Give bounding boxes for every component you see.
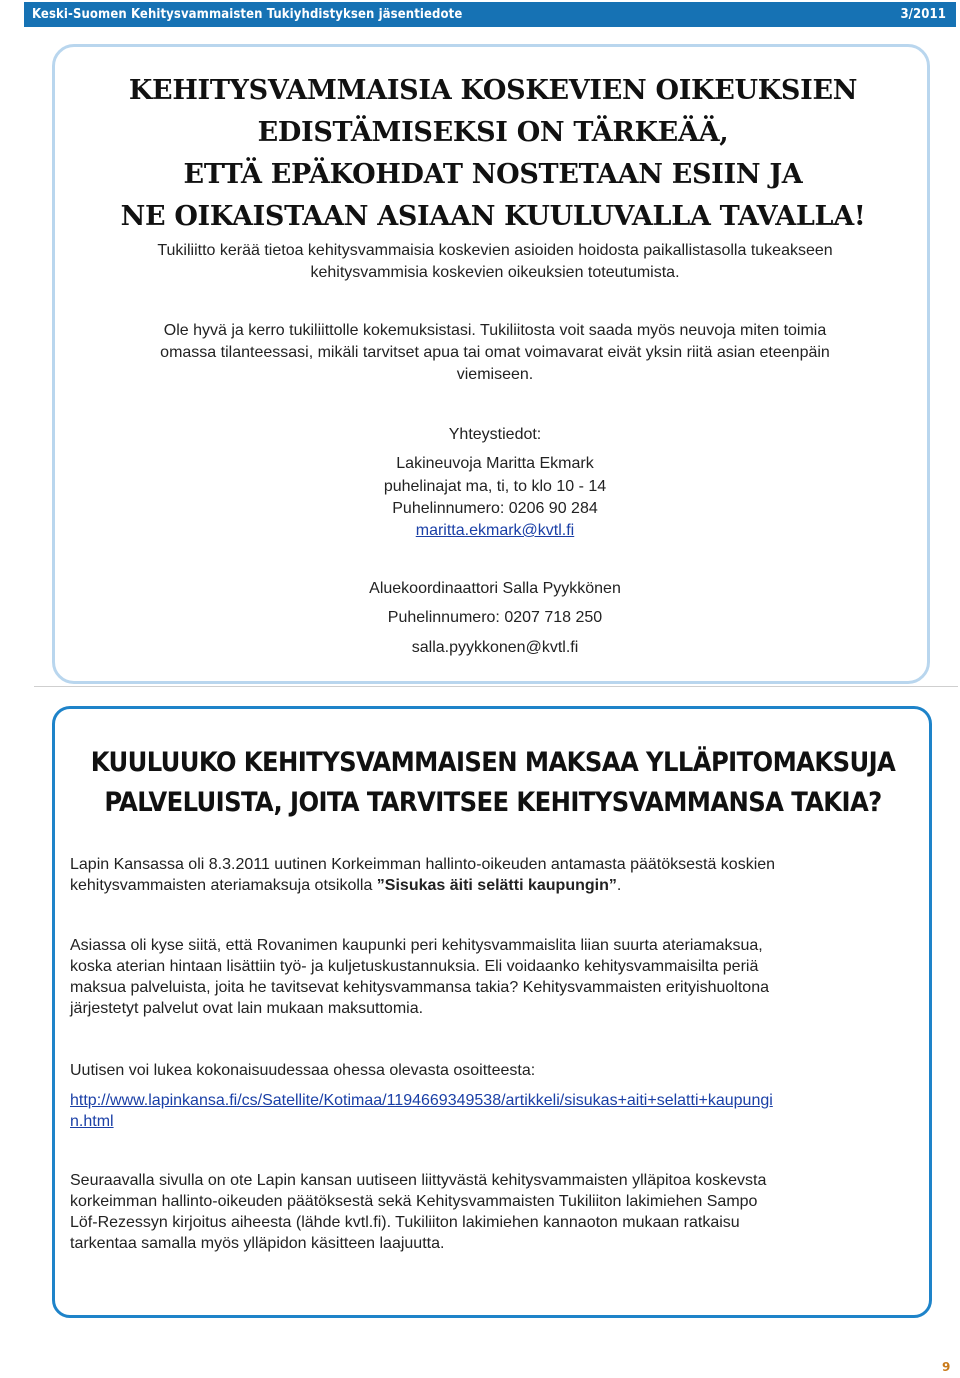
article1-intro <box>70 240 920 284</box>
article-url-link[interactable]: http://www.lapinkansa.fi/cs/Satellite/Kotimaa/1194669349538/artikkeli/sisukas+aiti+selatti+kaupungi <box>70 1092 773 1109</box>
contacts-heading: Yhteystiedot: <box>448 426 542 443</box>
issue-number: 3/2011 <box>900 7 946 22</box>
intro-line: kehitysvammisia koskevien oikeuksien toteutumista. <box>310 264 680 281</box>
headline-line: KEHITYSVAMMAISIA KOSKEVIEN OIKEUKSIEN <box>128 75 858 106</box>
headline-line: ETTÄ EPÄKOHDAT NOSTETAAN ESIIN JA <box>183 159 803 190</box>
page-number: 9 <box>942 1360 951 1374</box>
article2-paragraph-2 <box>70 935 920 1019</box>
paragraph-text: kehitysvammaisten ateriamaksuja otsikolla <box>70 877 377 894</box>
paragraph-line: korkeimman hallinto-oikeuden päätöksestä sekä Kehitysvammaisten Tukiliiton lakimiehen Sampo <box>70 1193 758 1210</box>
article2-paragraph-4 <box>70 1170 920 1254</box>
newsletter-title: Keski-Suomen Kehitysvammaisten Tukiyhdistyksen jäsentiedote <box>32 7 463 22</box>
article2-paragraph-3: Uutisen voi lukea kokonaisuudessaa ohessa olevasta osoitteesta: <box>70 1062 536 1079</box>
contact1-phone: Puhelinnumero: 0206 90 284 <box>392 500 598 517</box>
paragraph-line: Asiassa oli kyse siitä, että Rovanimen kaupunki peri kehitysvammaislita liian suurta ateriamaksua, <box>70 937 763 954</box>
article1-body <box>70 320 920 386</box>
body-line: Ole hyvä ja kerro tukiliittolle kokemuksistasi. Tukiliitosta voit saada myös neuvoja miten toimia <box>163 322 827 339</box>
contact1-name: Lakineuvoja Maritta Ekmark <box>396 455 594 472</box>
paragraph-line: koska aterian hintaan lisättiin työ- ja kuljetuskustannuksia. Eli voidaanko kehitysvammaisilta periä <box>70 958 759 975</box>
quoted-headline: ”Sisukas äiti selätti kaupungin” <box>376 877 617 894</box>
article-url <box>70 1090 920 1132</box>
article2-headline <box>70 743 916 823</box>
article-url-link-continued[interactable]: n.html <box>70 1113 114 1130</box>
paragraph-line: Löf-Rezessyn kirjoitus aiheesta (lähde kvtl.fi). Tukiliiton lakimiehen kannaoton mukaan ratkaisu <box>70 1214 740 1231</box>
contact2-name: Aluekoordinaattori Salla Pyykkönen <box>369 580 621 597</box>
article2-paragraph-1 <box>70 854 920 896</box>
contact1-hours: puhelinajat ma, ti, to klo 10 - 14 <box>383 478 607 495</box>
contact2-email: salla.pyykkonen@kvtl.fi <box>411 639 579 656</box>
paragraph-line <box>70 875 920 896</box>
contact1-email-row <box>70 522 920 540</box>
section-divider <box>34 686 958 687</box>
headline-line: EDISTÄMISEKSI ON TÄRKEÄÄ, <box>257 117 729 148</box>
headline-line: NE OIKAISTAAN ASIAAN KUULUVALLA TAVALLA! <box>120 201 866 232</box>
paragraph-line: Lapin Kansassa oli 8.3.2011 uutinen Korkeimman hallinto-oikeuden antamasta päätöksestä koskien <box>70 856 776 873</box>
newsletter-header-bar <box>24 2 956 27</box>
paragraph-line: tarkentaa samalla myös ylläpidon käsitteen laajuutta. <box>70 1235 445 1252</box>
body-line: viemiseen. <box>456 366 534 383</box>
article1-headline <box>60 70 926 238</box>
paragraph-text: . <box>616 877 622 894</box>
contact2-phone: Puhelinnumero: 0207 718 250 <box>387 609 603 626</box>
paragraph-line: järjestetyt palvelut ovat lain mukaan maksuttomia. <box>70 1000 424 1017</box>
contact1-email-link[interactable]: maritta.ekmark@kvtl.fi <box>415 522 575 539</box>
paragraph-line: maksua palveluista, joita he tavitsevat kehitysvammansa takia? Kehitysvammaisten erityishuoltona <box>70 979 769 996</box>
headline-line: KUULUUKO KEHITYSVAMMAISEN MAKSAA YLLÄPITOMAKSUJA <box>90 747 896 778</box>
intro-line: Tukiliitto kerää tietoa kehitysvammaisia koskevien asioiden hoidosta paikallistasolla tukeakseen <box>157 242 833 259</box>
body-line: omassa tilanteessasi, mikäli tarvitset apua tai omat voimavarat eivät yksin riitä asian eteenpäin <box>160 344 830 361</box>
paragraph-line: Seuraavalla sivulla on ote Lapin kansan uutiseen liittyvästä kehitysvammaisten ylläpitoa koskevsta <box>70 1172 767 1189</box>
headline-line: PALVELUISTA, JOITA TARVITSEE KEHITYSVAMMANSA TAKIA? <box>104 787 882 818</box>
